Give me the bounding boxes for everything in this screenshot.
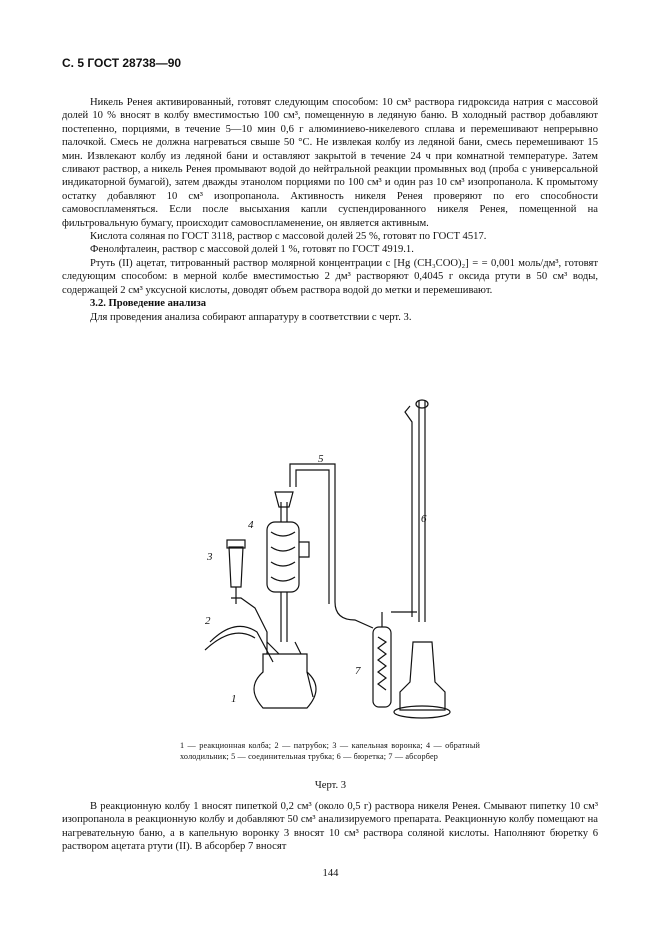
connecting-tube (290, 464, 373, 628)
apparatus-figure (195, 392, 475, 732)
figure-label-3: 3 (207, 551, 213, 563)
section-text: Для проведения анализа собирают аппаратуру в соответствии с черт. 3. (90, 311, 412, 323)
figure-caption: 1 — реакционная колба; 2 — патрубок; 3 — капельная воронка; 4 — обратный холодильник; 5 — соединительная трубка; 6 — бюретка; 7 — абсорбер (180, 741, 480, 761)
burette-side-tube (405, 406, 412, 617)
condenser-top-joint (275, 492, 293, 507)
dropping-funnel (229, 547, 243, 587)
figure-label-5: 5 (318, 453, 324, 465)
figure-label-6: 6 (421, 513, 427, 525)
stand-foot (394, 706, 450, 718)
page-header: С. 5 ГОСТ 28738—90 (62, 56, 182, 70)
page-number: 144 (322, 868, 339, 879)
text-block-top (62, 96, 598, 324)
paragraph-procedure: В реакционную колбу 1 вносят пипеткой 0,2 см³ (около 0,5 г) раствора никеля Ренея. Смывают пипетку 10 см³ изопропанола в реакционную колбу и добавляют 50 см³ анализируемого препарата. Реакционную колбу помещают на нагревательную баню, а в капельную воронку 3 вносят 10 см³ раствора соляной кислоты. Наполняют бюретку 6 раствором ацетата ртути (II). В абсорбер 7 вносят (62, 801, 598, 853)
paragraph-raney-nickel: Никель Ренея активированный, готовят следующим способом: 10 см³ раствора гидроксида натрия с массовой долей 10 % вносят в колбу вместимостью 100 см³, помещенную в ледяную баню. В холодный раствор добавляют постепенно, порциями, в течение 5—10 мин 0,6 г алюминиево-никелевого сплава и перемешивают непрерывно палочкой. Смесь не должна нагреваться свыше 50 °С. Не извлекая колбу из ледяной бани, смесь перемешивают 15 мин. Извлекают колбу из ледяной бани и оставляют закрытой в течение 24 ч при комнатной температуре. Затем сливают раствор, а никель Ренея промывают водой до нейтральной реакции промывных вод (проба с универсальной индикаторной бумагой), затем дважды этанолом порциями по 100 см³ и один раз 10 см³ изопропанола. К промытому остатку добавляют 10 см³ изопропанола. Активность никеля Ренея проверяют по его способности самовоспламеняться. Если после высыхания капли суспендированного никеля Ренея, помещенной на фильтровальную бумагу, происходит самовоспламенение, он является активным. (62, 97, 598, 229)
burette-bulb (416, 400, 428, 408)
paragraph-mercury-acetate: Ртуть (II) ацетат, титрованный раствор молярной концентрации c [Hg (CH₃COO)₂] = = 0,001 моль/дм³, готовят следующим способом: в мерной колбе вместимостью 2 дм³ растворяют 0,4045 г оксида ртути в 50 см³ воды, содержащей 2 см³ уксусной кислоты, доводят объем раствора водой до метки и перемешивают. (62, 257, 598, 296)
figure-label-4: 4 (248, 519, 254, 531)
paragraph-hydrochloric-acid: Кислота соляная по ГОСТ 3118, раствор с массовой долей 25 %, готовят по ГОСТ 4517. (90, 231, 487, 243)
figure-label-1: 1 (231, 693, 237, 705)
figure-title: Черт. 3 (314, 780, 347, 791)
condenser-water-outlet (299, 542, 309, 557)
figure-label-7: 7 (355, 665, 361, 677)
reaction-flask (254, 654, 316, 708)
apparatus-drawing (195, 392, 475, 732)
paragraph-phenolphthalein: Фенолфталеин, раствор с массовой долей 1 %, готовят по ГОСТ 4919.1. (90, 244, 414, 256)
absorber-coil (378, 637, 386, 690)
text-block-bottom (62, 800, 598, 854)
figure-label-2: 2 (205, 615, 211, 627)
section-heading: 3.2. Проведение анализа (90, 298, 206, 310)
stand-base (400, 642, 445, 710)
